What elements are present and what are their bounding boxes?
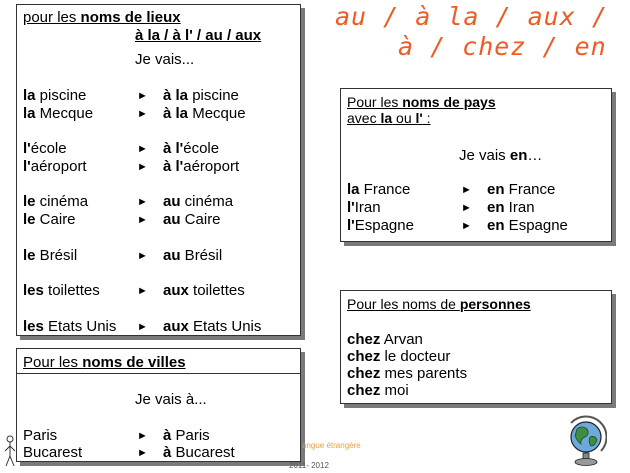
villes-box	[16, 348, 301, 462]
lieux-left	[23, 87, 86, 105]
lieux-left	[23, 282, 100, 300]
preposition: à l'	[163, 140, 184, 157]
country: Iran	[354, 199, 381, 216]
personnes-heading: Pour les noms de personnes	[347, 296, 531, 312]
lieux-left	[23, 105, 93, 123]
lieux-heading: pour les noms de lieux	[23, 9, 181, 26]
noun: Mecque	[188, 105, 246, 122]
lieux-right	[163, 247, 222, 265]
preposition: chez	[347, 382, 381, 399]
lieux-box	[16, 4, 301, 336]
city: Bucarest	[171, 444, 235, 461]
noun: cinéma	[35, 193, 89, 210]
lieux-right	[163, 140, 219, 158]
arrow-glyph: ►	[137, 285, 148, 297]
article: les	[23, 318, 44, 335]
pays-right	[487, 217, 568, 235]
lieux-left	[23, 211, 76, 229]
pays-left	[347, 181, 410, 199]
arrow-glyph: ►	[137, 250, 148, 262]
preposition: en	[487, 199, 505, 216]
preposition: au	[163, 193, 181, 210]
noun: toilettes	[188, 282, 245, 299]
villes-left	[23, 427, 57, 445]
arrow-glyph: ►	[137, 108, 148, 120]
article: le	[23, 211, 36, 228]
villes-heading: Pour les noms de villes	[23, 354, 186, 371]
country: Espagne	[504, 217, 568, 234]
preposition: à	[163, 427, 172, 444]
lieux-left	[23, 158, 87, 176]
pays-right	[487, 199, 535, 217]
lieux-subheading: à la / à l' / au / aux	[135, 27, 262, 44]
arrow-glyph: ►	[137, 430, 148, 442]
personnes-row	[347, 348, 450, 366]
article: l'	[23, 140, 31, 157]
lieux-right	[163, 87, 239, 105]
personnes-row	[347, 365, 467, 383]
page-title-line1: au / à la / aux /	[335, 2, 608, 31]
globe-icon	[565, 415, 607, 467]
arrow-glyph: ►	[137, 90, 148, 102]
preposition: chez	[347, 331, 381, 348]
city: Paris	[171, 427, 210, 444]
lieux-left	[23, 247, 77, 265]
arrow-icon	[137, 247, 148, 266]
country: France	[504, 181, 556, 198]
preposition: au	[163, 247, 181, 264]
pays-je-vais: Je vais en…	[459, 147, 543, 164]
city: Paris	[23, 427, 58, 444]
preposition: en	[487, 181, 505, 198]
article: les	[23, 282, 44, 299]
noun: Mecque	[35, 105, 94, 122]
arrow-glyph: ►	[461, 184, 472, 196]
arrow-icon	[137, 158, 148, 177]
arrow-icon	[137, 193, 148, 212]
arrow-glyph: ►	[137, 214, 148, 226]
person-icon	[3, 434, 17, 468]
noun: école	[183, 140, 220, 157]
country: France	[359, 181, 411, 198]
footer-year: 2011- 2012	[289, 461, 329, 470]
preposition: au	[163, 211, 181, 228]
lieux-right	[163, 105, 246, 123]
preposition: en	[487, 217, 505, 234]
arrow-glyph: ►	[137, 321, 148, 333]
article: l'	[347, 217, 355, 234]
country: Espagne	[354, 217, 414, 234]
arrow-glyph: ►	[461, 202, 472, 214]
pays-subheading: avec la ou l' :	[347, 110, 431, 126]
person: Arvan	[380, 331, 423, 348]
noun: Etats Unis	[188, 318, 262, 335]
arrow-glyph: ►	[137, 447, 148, 459]
pays-right	[487, 181, 555, 199]
preposition: chez	[347, 348, 381, 365]
villes-right	[163, 427, 210, 445]
arrow-glyph: ►	[137, 196, 148, 208]
person: le docteur	[380, 348, 451, 365]
lieux-right	[163, 282, 245, 300]
arrow-icon	[461, 217, 472, 236]
preposition: à	[163, 444, 172, 461]
arrow-icon	[137, 87, 148, 106]
page-title-line2: à / chez / en	[398, 32, 607, 61]
preposition: aux	[163, 282, 189, 299]
preposition: aux	[163, 318, 189, 335]
noun: aéroport	[183, 158, 240, 175]
arrow-icon	[137, 318, 148, 337]
noun: piscine	[35, 87, 87, 104]
lieux-right	[163, 211, 221, 229]
footer-left: angue étrangère	[302, 441, 361, 450]
lieux-right	[163, 318, 261, 336]
arrow-glyph: ►	[137, 143, 148, 155]
arrow-icon	[461, 181, 472, 200]
pays-heading: Pour les noms de pays	[347, 94, 496, 110]
arrow-glyph: ►	[461, 220, 472, 232]
arrow-icon	[137, 140, 148, 159]
arrow-icon	[461, 199, 472, 218]
noun: toilettes	[43, 282, 100, 299]
lieux-right	[163, 158, 239, 176]
city: Bucarest	[23, 444, 83, 461]
noun: Etats Unis	[43, 318, 117, 335]
article: la	[23, 87, 36, 104]
arrow-icon	[137, 444, 148, 463]
lieux-left	[23, 193, 88, 211]
personnes-row	[347, 382, 409, 400]
villes-left	[23, 444, 82, 462]
preposition: chez	[347, 365, 381, 382]
preposition: à l'	[163, 158, 184, 175]
article: la	[347, 181, 360, 198]
pays-left	[347, 199, 381, 217]
article: l'	[23, 158, 31, 175]
preposition: à la	[163, 87, 189, 104]
personnes-row	[347, 331, 423, 349]
pays-left	[347, 217, 414, 235]
article: l'	[347, 199, 355, 216]
arrow-icon	[137, 282, 148, 301]
villes-right	[163, 444, 235, 462]
arrow-glyph: ►	[137, 161, 148, 173]
person: mes parents	[380, 365, 468, 382]
noun: Caire	[35, 211, 76, 228]
lieux-left	[23, 140, 67, 158]
pays-box	[340, 88, 612, 242]
noun: Caire	[180, 211, 221, 228]
noun: école	[30, 140, 67, 157]
noun: Brésil	[180, 247, 223, 264]
noun: aéroport	[30, 158, 87, 175]
noun: piscine	[188, 87, 239, 104]
personnes-box	[340, 290, 612, 404]
preposition: à la	[163, 105, 189, 122]
article: la	[23, 105, 36, 122]
villes-je-vais: Je vais à...	[135, 391, 207, 408]
article: le	[23, 247, 36, 264]
lieux-left	[23, 318, 116, 336]
lieux-je-vais: Je vais...	[135, 51, 195, 68]
person: moi	[380, 382, 409, 399]
noun: Brésil	[35, 247, 78, 264]
villes-divider	[17, 373, 300, 374]
arrow-icon	[137, 211, 148, 230]
arrow-icon	[137, 105, 148, 124]
noun: cinéma	[180, 193, 234, 210]
article: le	[23, 193, 36, 210]
lieux-right	[163, 193, 233, 211]
country: Iran	[504, 199, 535, 216]
